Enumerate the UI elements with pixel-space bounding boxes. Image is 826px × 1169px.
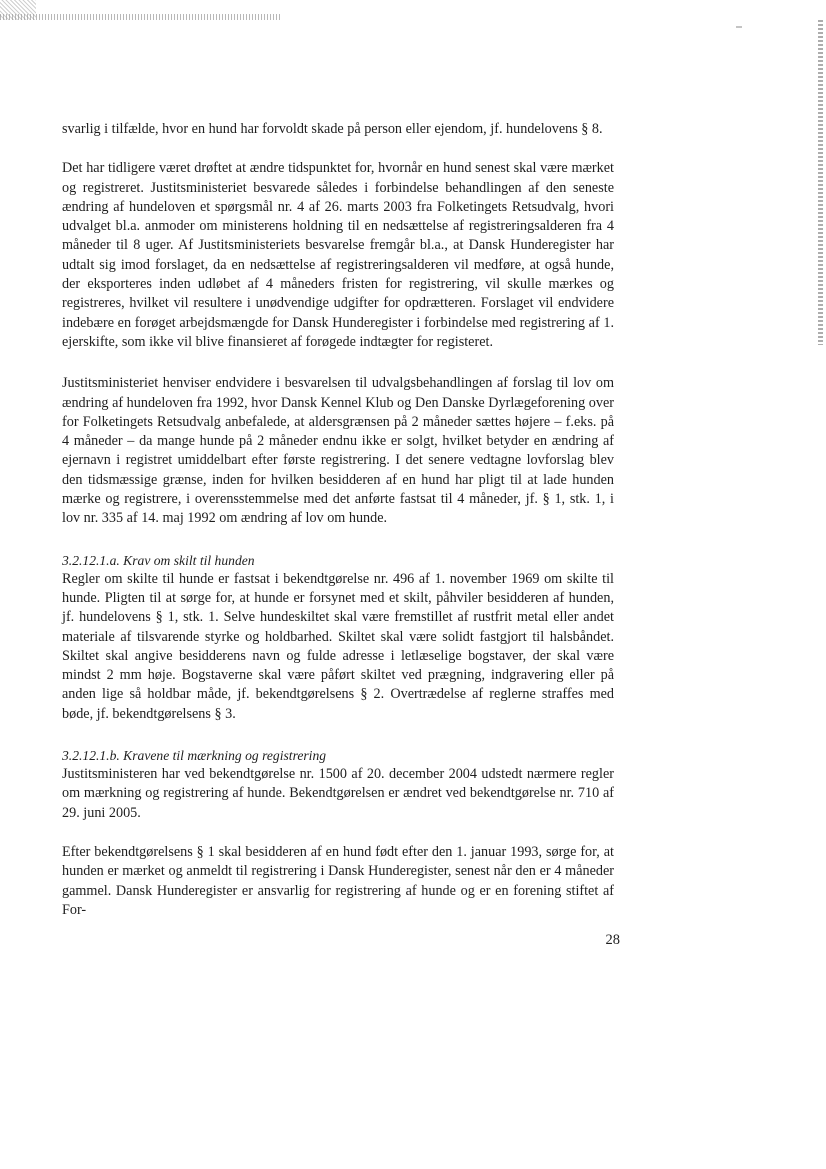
section-heading-3-2-12-1-b: 3.2.12.1.b. Kravene til mærkning og registrering [62, 748, 327, 764]
paragraph-3: Justitsministeriet henviser endvidere i besvarelsen til udvalgsbehandlingen af forslag til lov om ændring af hundeloven fra 1992, hvor Dansk Kennel Klub og Den Danske Dyrlægeforening over for Folketingets Retsudvalg anbefalede, at aldersgrænsen på 2 måneder sættes højere – f.eks. på 4 måneder – da mange hunde på 2 måneder endnu ikke er solgt, hvilket betyder en ændring af ejernavn i registret umiddelbart efter første registrering. I det senere vedtagne lovforslag blev den tidsmæssige grænse, inden for hvilken besidderen af en hund har pligt til at lade hunden mærke og registrere, i overensstemmelse med det anførte fastsat til 4 måneder, jf. § 1, stk. 1, i lov nr. 335 af 14. maj 1992 om ændring af lov om hunde. [62, 375, 614, 527]
paragraph-2: Det har tidligere været drøftet at ændre tidspunktet for, hvornår en hund senest skal være mærket og registreret. Justitsministeriet besvarede således i forbindelse behandlingen af den seneste ændring af hundeloven et spørgsmål nr. 4 af 26. marts 2003 fra Folketingets Retsudvalg, hvori udvalget bl.a. anmoder om ministerens holdning til en nedsættelse af registreringsalderen fra 4 måneder til 8 uger. Af Justitsministeriets besvarelse fremgår bl.a., at Dansk Hunderegister har udtalt sig imod forslaget, da en nedsættelse af registreringsalderen vil medføre, at også hunde, der eksporteres inden udløbet af 4 måneders fristen for registrering, vil skulle mærkes og registreres, hvilket vil resultere i unødvendige udgifter for opdrætteren. Forslaget vil endvidere indebære en forøget arbejdsmængde for Dansk Hunderegister i forbindelse med registrering af 1. ejerskifte, som ikke vil blive finansieret af forøgede indtægter for registeret. [62, 160, 614, 350]
scan-artifact-top [0, 14, 282, 20]
paragraph-6: Efter bekendtgørelsens § 1 skal besidderen af en hund født efter den 1. januar 1993, sørge for, at hunden er mærket og anmeldt til registrering i Dansk Hunderegister, senest når den er 4 måneder gammel. Dansk Hunderegister er ansvarlig for registrering af hunde og er en forening stiftet af For- [62, 843, 614, 918]
scan-artifact-dot [736, 26, 742, 28]
paragraph-1: svarlig i tilfælde, hvor en hund har forvoldt skade på person eller ejendom, jf. hundelovens § 8. [62, 121, 603, 137]
scan-artifact-right-edge [818, 20, 823, 345]
document-body [62, 120, 614, 920]
section-heading-3-2-12-1-a: 3.2.12.1.a. Krav om skilt til hunden [62, 552, 255, 568]
page-number: 28 [605, 932, 620, 948]
paragraph-5: Justitsministeren har ved bekendtgørelse nr. 1500 af 20. december 2004 udstedt nærmere regler om mærkning og registrering af hunde. Bekendtgørelsen er ændret ved bekendtgørelse nr. 710 af 29. juni 2005. [62, 766, 614, 821]
paragraph-4: Regler om skilte til hunde er fastsat i bekendtgørelse nr. 496 af 1. november 1969 om skilte til hunde. Pligten til at sørge for, at hunde er forsynet med et skilt, påhviler besidderen af hunden, jf. hundelovens § 1, stk. 1. Selve hundeskiltet skal være fremstillet af rustfrit metal eller andet materiale af tilsvarende styrke og holdbarhed. Skiltet skal være solidt fastgjort til halsbåndet. Skiltet skal angive besidderens navn og fulde adresse i letlæselige bogstaver, der skal være mindst 2 mm høje. Bogstaverne skal være påført skiltet ved prægning, indgravering eller på anden lige så holdbar måde, jf. bekendtgørelsens § 2. Overtrædelse af reglerne straffes med bøde, jf. bekendtgørelsens § 3. [62, 570, 614, 722]
